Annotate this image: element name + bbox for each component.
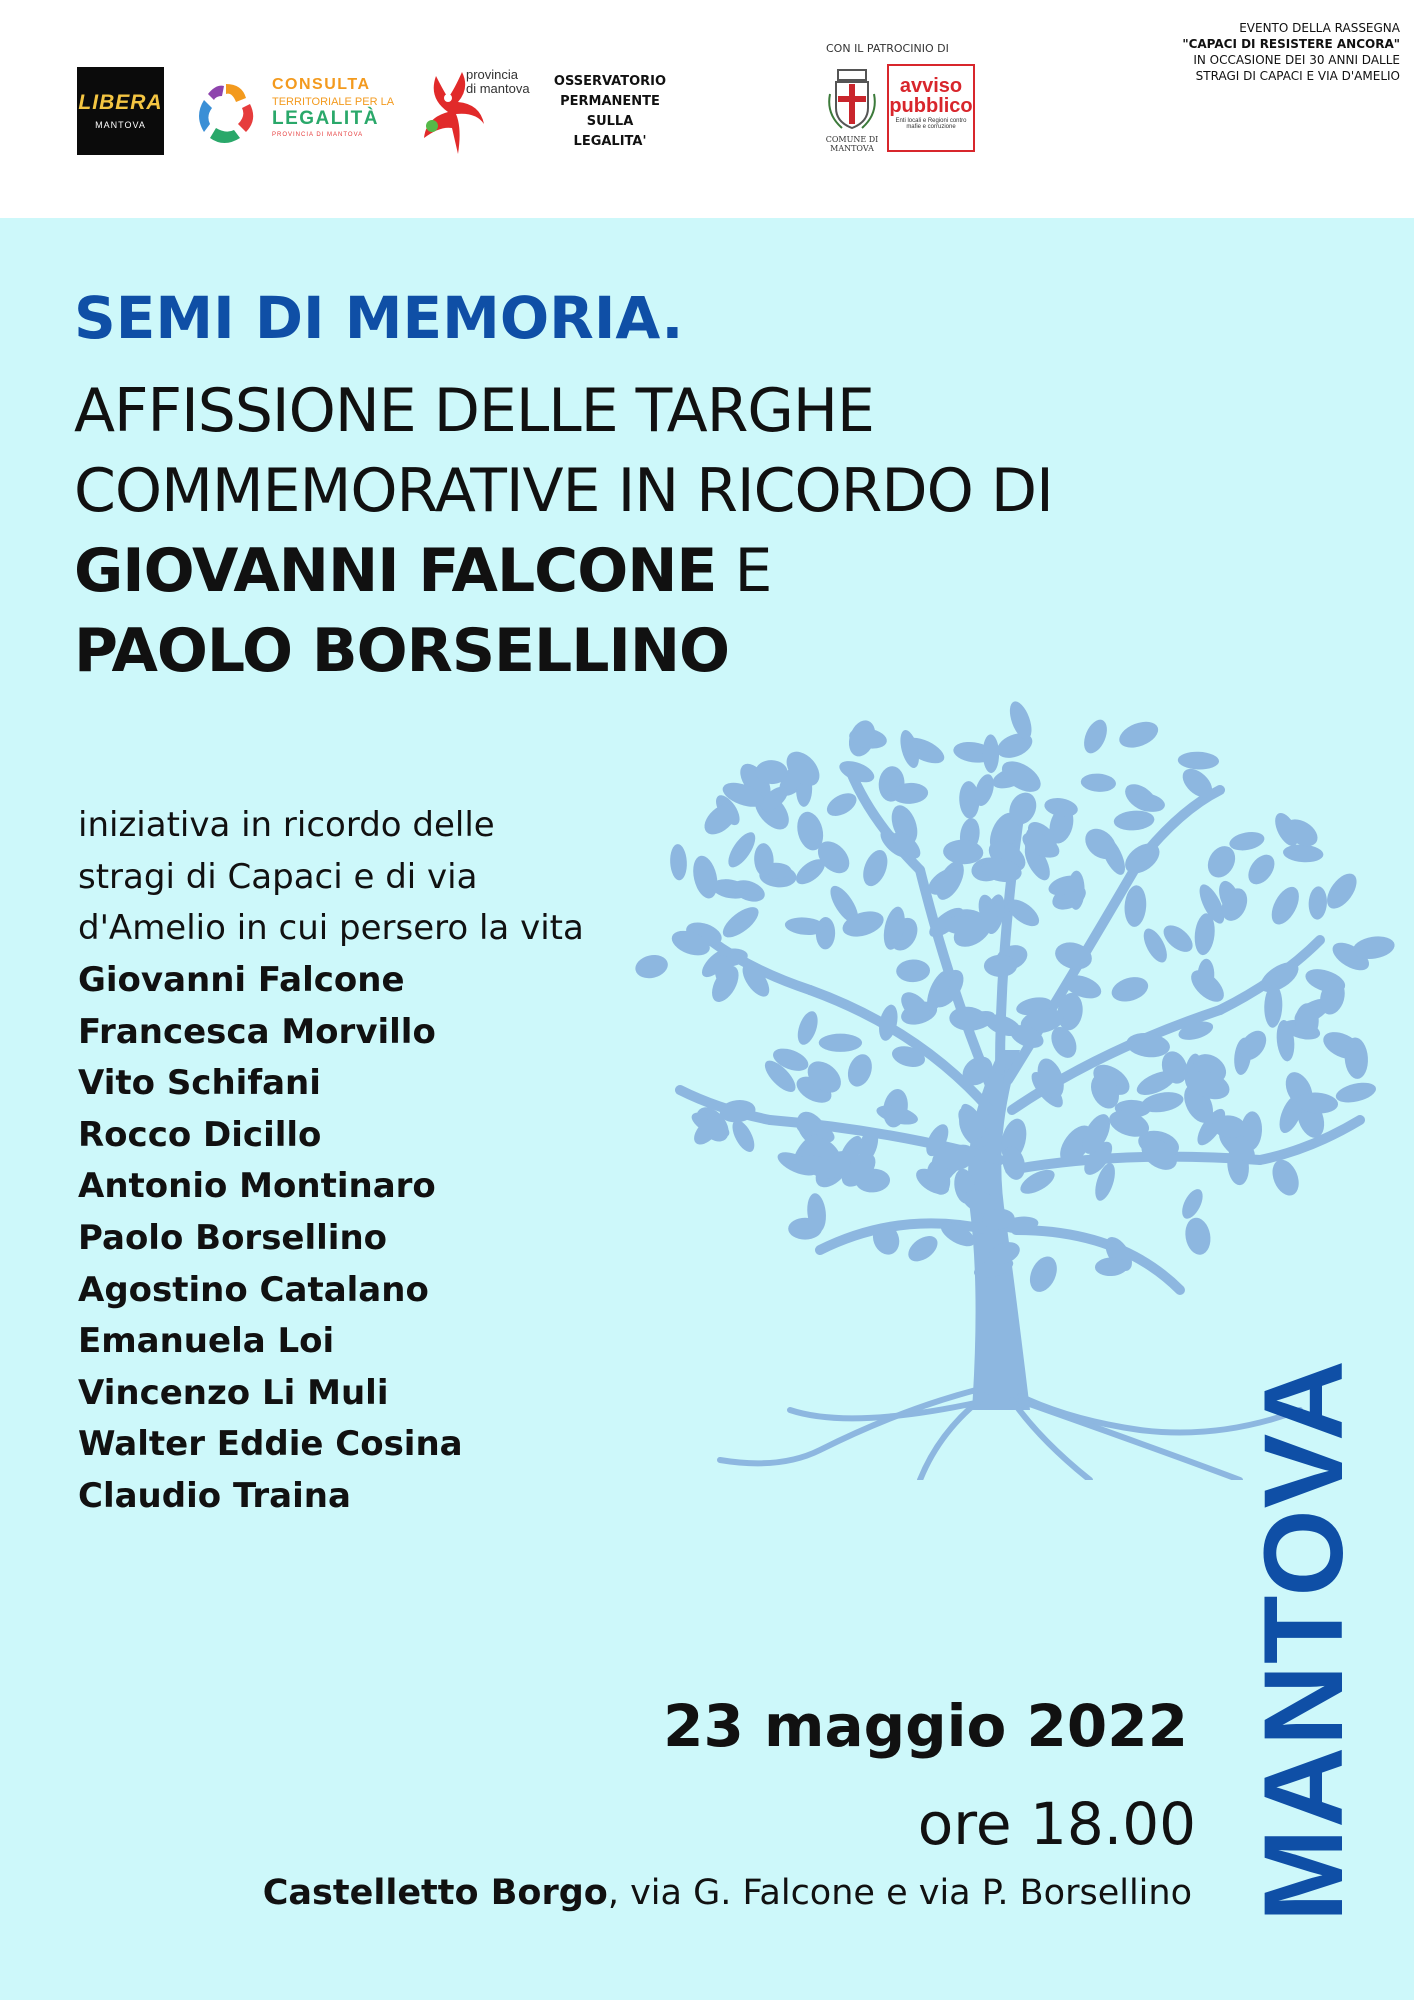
event-place-rest: , via G. Falcone e via P. Borsellino xyxy=(607,1873,1192,1913)
libera-logo-word: LIBERA xyxy=(78,91,163,114)
victims-list xyxy=(78,955,638,1523)
libera-logo xyxy=(77,67,164,155)
list-item: Walter Eddie Cosina xyxy=(78,1424,463,1465)
svg-text:MANTOVA: MANTOVA xyxy=(830,144,874,153)
city-vertical-label: MANTOVA xyxy=(1241,1359,1366,1922)
provincia-text xyxy=(466,68,530,96)
consulta-logo xyxy=(190,74,400,154)
osservatorio-line1: OSSERVATORIO xyxy=(553,74,667,89)
avviso-pubblico-logo xyxy=(887,64,975,152)
patrocinio-label: CON IL PATROCINIO DI xyxy=(826,42,949,55)
consulta-line4: PROVINCIA DI MANTOVA xyxy=(272,132,364,138)
comune-stemma-icon xyxy=(824,64,880,154)
avviso-line1: avviso xyxy=(899,75,963,97)
list-item: Antonio Montinaro xyxy=(78,1166,436,1207)
intro-line2: stragi di Capaci e di via xyxy=(78,856,478,897)
provincia-line1: provincia xyxy=(466,67,519,82)
title-kicker: SEMI DI MEMORIA. xyxy=(74,284,684,352)
evento-line2: "CAPACI DI RESISTERE ANCORA" xyxy=(1182,37,1400,51)
libera-logo-city: MANTOVA xyxy=(95,120,146,130)
osservatorio-line2: PERMANENTE xyxy=(560,94,660,109)
event-place-bold: Castelletto Borgo xyxy=(262,1873,608,1913)
title-line1: AFFISSIONE DELLE TARGHE xyxy=(74,376,874,446)
consulta-line1: CONSULTA xyxy=(272,76,371,93)
title-line2: COMMEMORATIVE IN RICORDO DI xyxy=(74,456,1053,526)
list-item: Vincenzo Li Muli xyxy=(78,1372,389,1413)
list-item: Emanuela Loi xyxy=(78,1321,335,1362)
event-time: ore 18.00 xyxy=(917,1790,1196,1858)
provincia-line2: di mantova xyxy=(466,81,530,96)
list-item: Agostino Catalano xyxy=(78,1269,429,1310)
list-item: Rocco Dicillo xyxy=(78,1114,322,1155)
provincia-logo xyxy=(418,66,538,158)
evento-line1: EVENTO DELLA RASSEGNA xyxy=(1239,21,1400,35)
consulta-line3: LEGALITÀ xyxy=(272,108,379,129)
title-line4 xyxy=(74,616,729,686)
intro-text xyxy=(78,800,638,955)
intro-line3: d'Amelio in cui persero la vita xyxy=(78,908,584,948)
list-item: Claudio Traina xyxy=(78,1475,351,1516)
title-name-falcone: GIOVANNI FALCONE xyxy=(74,536,717,606)
title-line3 xyxy=(74,536,771,606)
title-name-borsellino: PAOLO BORSELLINO xyxy=(74,616,730,686)
intro-line1: iniziativa in ricordo delle xyxy=(78,805,495,845)
list-item: Paolo Borsellino xyxy=(78,1217,388,1258)
evento-line3: IN OCCASIONE DEI 30 ANNI DALLE xyxy=(1193,53,1400,67)
osservatorio-line3: SULLA xyxy=(586,114,634,129)
logo-header xyxy=(0,0,1414,218)
avviso-tagline: Enti locali e Regioni contro mafie e corruzione xyxy=(895,118,967,130)
evento-line4: STRAGI DI CAPACI E VIA D'AMELIO xyxy=(1195,69,1400,83)
avviso-line2: pubblico xyxy=(889,95,973,117)
event-place xyxy=(263,1873,1192,1913)
title-line3-tail: E xyxy=(716,536,772,606)
list-item: Vito Schifani xyxy=(78,1063,321,1104)
consulta-line2: TERRITORIALE PER LA xyxy=(272,96,395,108)
list-item: Francesca Morvillo xyxy=(78,1011,436,1052)
svg-text:COMUNE DI: COMUNE DI xyxy=(825,135,879,144)
event-date: 23 maggio 2022 xyxy=(663,1692,1188,1760)
consulta-mark-icon xyxy=(190,78,262,150)
evento-rassegna xyxy=(1080,20,1400,84)
list-item: Giovanni Falcone xyxy=(78,960,405,1000)
osservatorio-label xyxy=(540,72,680,152)
osservatorio-line4: LEGALITA' xyxy=(573,134,647,149)
